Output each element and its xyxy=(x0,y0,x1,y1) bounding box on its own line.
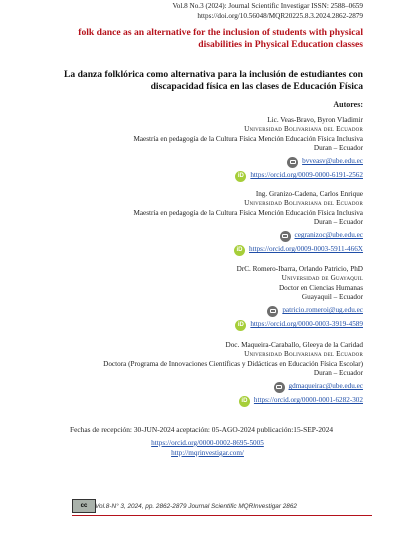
journal-volume-line: Vol.8 No.3 (2024): Journal Scientific Investigar ISSN: 2588–0659 xyxy=(172,2,363,10)
footer-citation: Vol.8-N° 3, 2024, pp. 2862-2879 Journal Scientific MQRInvestigar 2862 xyxy=(95,503,297,510)
orcid-icon: iD xyxy=(234,245,245,256)
journal-header xyxy=(172,2,363,21)
orcid-icon: iD xyxy=(235,320,246,331)
author-orcid-row xyxy=(33,245,363,256)
author-email-link[interactable]: cegranizoc@ube.edu.ec xyxy=(294,231,363,240)
footer-links xyxy=(0,438,415,458)
orcid-icon: iD xyxy=(239,396,250,407)
author-orcid-row xyxy=(33,320,363,331)
authors-heading: Autores: xyxy=(333,100,363,109)
author-email-row xyxy=(33,157,363,168)
author-orcid-row xyxy=(33,171,363,182)
author-block xyxy=(33,190,363,256)
author-orcid-row xyxy=(33,396,363,407)
doi-link[interactable]: https://doi.org/10.56048/MQR20225.8.3.2024.2862-2879 xyxy=(197,11,363,20)
author-location: Duran – Ecuador xyxy=(313,144,363,153)
author-name: Doc. Maqueira-Caraballo, Gleeya de la Caridad xyxy=(225,341,363,349)
author-program: Maestría en pedagogía de la Cultura Física Mención Educación Física Inclusiva xyxy=(133,134,363,143)
author-name: Ing. Granizo-Cadena, Carlos Enrique xyxy=(255,190,363,198)
envelope-icon xyxy=(267,306,278,317)
author-program: Maestría en pedagogía de la Cultura Física Mención Educación Física Inclusiva xyxy=(133,208,363,217)
author-email-link[interactable]: gdmaqueirac@ube.edu.ec xyxy=(288,382,363,391)
author-university: Universidad Bolivariana del Ecuador xyxy=(244,199,363,208)
author-email-row xyxy=(33,231,363,242)
author-block xyxy=(33,341,363,407)
author-orcid-link[interactable]: https://orcid.org/0009-0000-6191-2562 xyxy=(250,171,363,180)
envelope-icon xyxy=(287,157,298,168)
author-orcid-link[interactable]: https://orcid.org/0000-0001-6282-302 xyxy=(253,396,363,405)
orcid-icon: iD xyxy=(235,171,246,182)
author-block xyxy=(33,116,363,182)
author-location: Guayaquil – Ecuador xyxy=(301,293,363,302)
title-spanish: La danza folklórica como alternativa para la inclusión de estudiantes con discapacidad física en las clases de Educación Física xyxy=(63,69,363,92)
author-university: Universidad Bolivariana del Ecuador xyxy=(244,125,363,134)
author-name: DrC. Romero-Ibarra, Orlando Patricio, PhD xyxy=(236,265,363,273)
submission-dates: Fechas de recepción: 30-JUN-2024 aceptación: 05-AGO-2024 publicación:15-SEP-2024 xyxy=(70,425,334,434)
footer-orcid-link[interactable]: https://orcid.org/0000-0002-8695-5005 xyxy=(151,439,264,447)
author-program: Doctora (Programa de Innovaciones Científicas y Didácticas en Educación Física Escolar) xyxy=(103,359,363,368)
author-email-row xyxy=(33,382,363,393)
author-location: Duran – Ecuador xyxy=(313,218,363,227)
author-email-link[interactable]: bvveasv@ube.edu.ec xyxy=(302,157,363,166)
author-orcid-link[interactable]: https://orcid.org/0000-0003-3919-4589 xyxy=(250,320,363,329)
envelope-icon xyxy=(274,382,285,393)
author-university: Universidad Bolivariana del Ecuador xyxy=(244,350,363,359)
author-program: Doctor en Ciencias Humanas xyxy=(278,283,363,292)
footer-site-link[interactable]: http://mqrinvestigar.com/ xyxy=(171,449,244,457)
envelope-icon xyxy=(280,231,291,242)
title-english: folk dance as an alternative for the inclusion of students with physical disabilities in Physical Education classes xyxy=(78,27,363,50)
author-location: Duran – Ecuador xyxy=(313,369,363,378)
creative-commons-badge: cc xyxy=(72,499,96,513)
author-name: Lic. Veas-Bravo, Byron Vladimir xyxy=(267,116,363,124)
author-block xyxy=(33,265,363,331)
footer-divider xyxy=(72,515,372,516)
author-orcid-link[interactable]: https://orcid.org/0009-0003-5911-466X xyxy=(249,245,363,254)
author-university: Universidad de Guayaquil xyxy=(281,274,363,283)
author-email-row xyxy=(33,306,363,317)
author-email-link[interactable]: patricio.romeroi@ug.edu.ec xyxy=(282,306,363,315)
